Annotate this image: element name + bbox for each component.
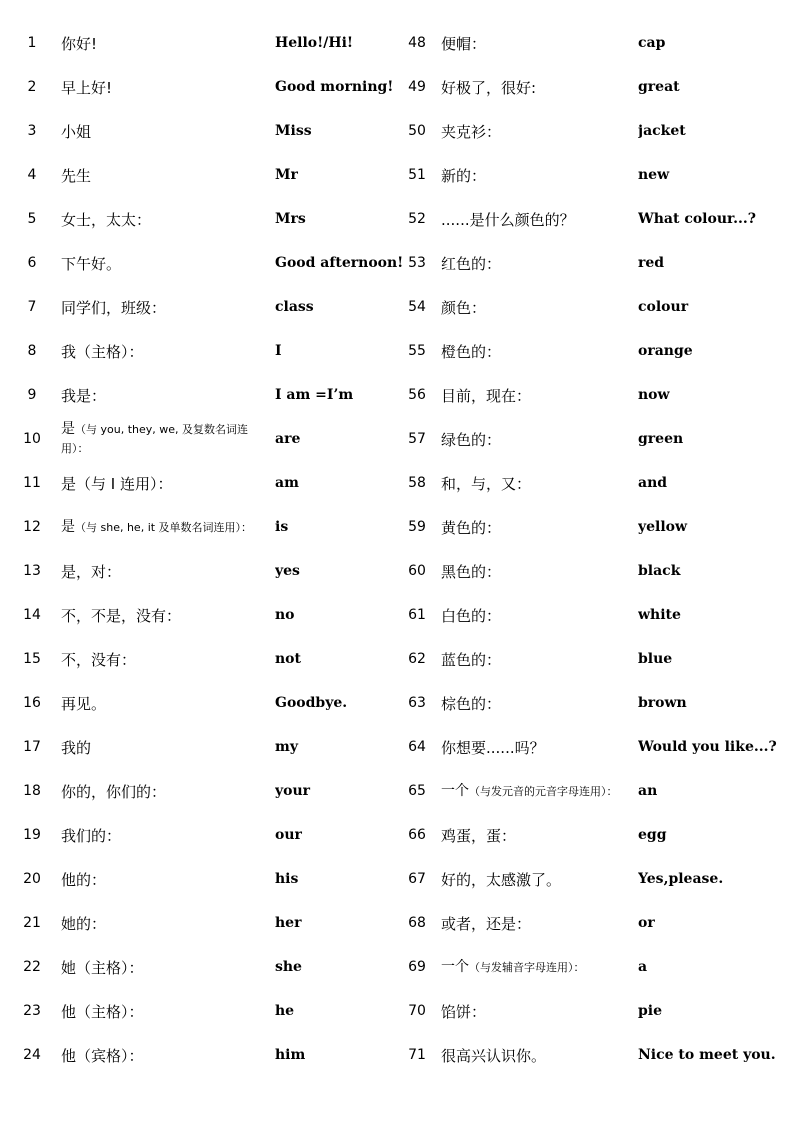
english-term-left: no: [275, 607, 295, 623]
chinese-term-left: 下午好。: [61, 254, 122, 273]
chinese-term-right: 夹克衫：: [441, 122, 502, 141]
entry-number-left: 7: [27, 299, 37, 315]
table-row: [0, 241, 794, 285]
chinese-term-main: 一个: [441, 958, 469, 975]
entry-number-left: 4: [27, 167, 37, 183]
english-term-right: cap: [638, 35, 666, 51]
english-term-left: class: [275, 299, 314, 315]
chinese-term-right: 好的，太感激了。: [441, 870, 562, 889]
entry-number-right: 64: [408, 739, 426, 755]
chinese-term-right: 黑色的：: [441, 562, 502, 581]
chinese-term-left: 我是：: [61, 386, 107, 405]
entry-number-right: 66: [408, 827, 426, 843]
chinese-term-left: 我（主格）：: [61, 342, 144, 361]
chinese-term-left: 是（与 I 连用）：: [61, 474, 173, 493]
table-row: [0, 21, 794, 65]
chinese-term-left: 我们的：: [61, 826, 122, 845]
chinese-term-left: 再见。: [61, 694, 107, 713]
table-row: [0, 505, 794, 549]
english-term-right: egg: [638, 827, 667, 843]
english-term-left: him: [275, 1047, 306, 1063]
english-term-right: or: [638, 915, 655, 931]
table-row: [0, 197, 794, 241]
english-term-right: now: [638, 387, 670, 403]
chinese-term-left: 小姐: [61, 122, 92, 141]
english-term-right: Nice to meet you.: [638, 1047, 776, 1063]
english-term-right: yellow: [638, 519, 688, 535]
english-term-right: black: [638, 563, 681, 579]
table-row: [0, 153, 794, 197]
chinese-term-right: 红色的：: [441, 254, 502, 273]
entry-number-left: 10: [23, 431, 41, 447]
chinese-term-left: 他的：: [61, 870, 107, 889]
chinese-term-left: 我的: [61, 738, 92, 757]
entry-number-left: 23: [23, 1003, 41, 1019]
english-term-left: Good morning!: [275, 79, 394, 95]
chinese-term-right: 馅饼：: [441, 1002, 487, 1021]
entry-number-right: 55: [408, 343, 426, 359]
table-row: [0, 857, 794, 901]
entry-number-left: 18: [23, 783, 41, 799]
english-term-right: an: [638, 783, 658, 799]
entry-number-right: 56: [408, 387, 426, 403]
entry-number-right: 52: [408, 211, 426, 227]
english-term-right: colour: [638, 299, 689, 315]
entry-number-left: 17: [23, 739, 41, 755]
entry-number-left: 5: [27, 211, 37, 227]
chinese-term-text: [441, 782, 618, 801]
english-term-left: is: [275, 519, 289, 535]
chinese-term-right: 目前，现在：: [441, 386, 532, 405]
english-term-right: pie: [638, 1003, 663, 1019]
vocabulary-table: [0, 21, 794, 1077]
chinese-term-left: [61, 417, 266, 461]
english-term-left: not: [275, 651, 301, 667]
english-term-right: jacket: [638, 123, 686, 139]
chinese-term-left: 他（宾格）：: [61, 1046, 144, 1065]
chinese-term-right: [441, 769, 631, 813]
entry-number-right: 54: [408, 299, 426, 315]
entry-number-left: 19: [23, 827, 41, 843]
entry-number-left: 21: [23, 915, 41, 931]
chinese-term-right: 黄色的：: [441, 518, 502, 537]
table-row: [0, 769, 794, 813]
english-term-left: Goodbye.: [275, 695, 348, 711]
english-term-right: red: [638, 255, 665, 271]
chinese-term-right: 鸡蛋，蛋：: [441, 826, 517, 845]
english-term-left: my: [275, 739, 298, 755]
entry-number-right: 60: [408, 563, 426, 579]
entry-number-left: 9: [27, 387, 37, 403]
english-term-left: I: [275, 343, 282, 359]
entry-number-right: 51: [408, 167, 426, 183]
english-term-left: she: [275, 959, 302, 975]
english-term-right: new: [638, 167, 670, 183]
english-term-left: Mrs: [275, 211, 306, 227]
chinese-term-right: 蓝色的：: [441, 650, 502, 669]
entry-number-right: 48: [408, 35, 426, 51]
table-row: [0, 637, 794, 681]
entry-number-left: 20: [23, 871, 41, 887]
entry-number-right: 53: [408, 255, 426, 271]
entry-number-right: 59: [408, 519, 426, 535]
chinese-term-left: [61, 505, 266, 549]
chinese-term-left: 他（主格）：: [61, 1002, 144, 1021]
chinese-term-text: [61, 518, 252, 537]
entry-number-left: 16: [23, 695, 41, 711]
english-term-right: white: [638, 607, 681, 623]
table-row: [0, 109, 794, 153]
english-term-left: are: [275, 431, 301, 447]
entry-number-left: 6: [27, 255, 37, 271]
english-term-right: and: [638, 475, 668, 491]
chinese-term-right: 棕色的：: [441, 694, 502, 713]
entry-number-left: 11: [23, 475, 41, 491]
chinese-term-text: [61, 420, 266, 458]
english-term-left: her: [275, 915, 302, 931]
entry-number-right: 61: [408, 607, 426, 623]
english-term-right: What colour...?: [638, 211, 756, 227]
usage-note: （与发辅音字母连用）：: [469, 960, 585, 974]
chinese-term-left: 不，没有：: [61, 650, 137, 669]
chinese-term-right: 很高兴认识你。: [441, 1046, 547, 1065]
table-row: [0, 945, 794, 989]
table-row: [0, 285, 794, 329]
entry-number-right: 70: [408, 1003, 426, 1019]
table-row: [0, 681, 794, 725]
english-term-right: great: [638, 79, 680, 95]
chinese-term-left: 你的，你们的：: [61, 782, 167, 801]
english-term-left: our: [275, 827, 302, 843]
entry-number-right: 50: [408, 123, 426, 139]
entry-number-left: 24: [23, 1047, 41, 1063]
entry-number-left: 22: [23, 959, 41, 975]
chinese-term-right: 橙色的：: [441, 342, 502, 361]
entry-number-left: 1: [27, 35, 37, 51]
chinese-term-right: 你想要......吗？: [441, 738, 545, 757]
chinese-term-main: 是: [61, 518, 75, 535]
table-row: [0, 901, 794, 945]
table-row: [0, 329, 794, 373]
chinese-term-left: 同学们，班级：: [61, 298, 167, 317]
entry-number-left: 15: [23, 651, 41, 667]
english-term-left: Hello!/Hi!: [275, 35, 354, 51]
table-row: [0, 417, 794, 461]
chinese-term-left: 女士，太太：: [61, 210, 152, 229]
table-row: [0, 725, 794, 769]
english-term-left: his: [275, 871, 299, 887]
entry-number-right: 68: [408, 915, 426, 931]
english-term-left: yes: [275, 563, 300, 579]
entry-number-left: 2: [27, 79, 37, 95]
chinese-term-left: 你好!: [61, 34, 98, 53]
table-row: [0, 593, 794, 637]
usage-note: （与 you, they, we, 及复数名词连用）：: [61, 423, 249, 455]
entry-number-right: 71: [408, 1047, 426, 1063]
table-row: [0, 461, 794, 505]
english-term-left: Good afternoon!: [275, 255, 404, 271]
english-term-left: your: [275, 783, 311, 799]
english-term-left: Mr: [275, 167, 298, 183]
usage-note: （与发元音的元音字母连用）：: [469, 784, 618, 798]
entry-number-left: 13: [23, 563, 41, 579]
table-row: [0, 1033, 794, 1077]
entry-number-right: 62: [408, 651, 426, 667]
chinese-term-right: 新的：: [441, 166, 487, 185]
english-term-right: blue: [638, 651, 673, 667]
english-term-left: Miss: [275, 123, 312, 139]
chinese-term-left: 她（主格）：: [61, 958, 144, 977]
usage-note: （与 she, he, it 及单数名词连用）：: [75, 520, 253, 534]
chinese-term-right: 和，与，又：: [441, 474, 532, 493]
entry-number-right: 57: [408, 431, 426, 447]
chinese-term-right: ......是什么颜色的？: [441, 210, 575, 229]
table-row: [0, 549, 794, 593]
entry-number-left: 3: [27, 123, 37, 139]
entry-number-right: 67: [408, 871, 426, 887]
english-term-left: I am =I’m: [275, 387, 354, 403]
chinese-term-right: 或者，还是：: [441, 914, 532, 933]
entry-number-right: 49: [408, 79, 426, 95]
chinese-term-text: [441, 958, 585, 977]
english-term-right: Would you like...?: [638, 739, 777, 755]
english-term-left: am: [275, 475, 299, 491]
chinese-term-left: 是，对：: [61, 562, 122, 581]
table-row: [0, 813, 794, 857]
english-term-right: orange: [638, 343, 693, 359]
chinese-term-main: 是: [61, 421, 75, 437]
chinese-term-left: 不，不是，没有：: [61, 606, 182, 625]
chinese-term-right: 绿色的：: [441, 430, 502, 449]
entry-number-right: 63: [408, 695, 426, 711]
table-row: [0, 373, 794, 417]
entry-number-left: 8: [27, 343, 37, 359]
english-term-right: a: [638, 959, 648, 975]
entry-number-left: 12: [23, 519, 41, 535]
english-term-left: he: [275, 1003, 295, 1019]
entry-number-left: 14: [23, 607, 41, 623]
chinese-term-right: [441, 945, 631, 989]
chinese-term-right: 好极了，很好:: [441, 78, 537, 97]
chinese-term-right: 白色的：: [441, 606, 502, 625]
english-term-right: brown: [638, 695, 687, 711]
entry-number-right: 58: [408, 475, 426, 491]
entry-number-right: 69: [408, 959, 426, 975]
chinese-term-right: 颜色：: [441, 298, 487, 317]
chinese-term-left: 早上好!: [61, 78, 113, 97]
chinese-term-left: 她的：: [61, 914, 107, 933]
table-row: [0, 989, 794, 1033]
table-row: [0, 65, 794, 109]
chinese-term-left: 先生: [61, 166, 92, 185]
english-term-right: green: [638, 431, 684, 447]
chinese-term-right: 便帽：: [441, 34, 487, 53]
english-term-right: Yes,please.: [638, 871, 724, 887]
chinese-term-main: 一个: [441, 782, 469, 799]
entry-number-right: 65: [408, 783, 426, 799]
